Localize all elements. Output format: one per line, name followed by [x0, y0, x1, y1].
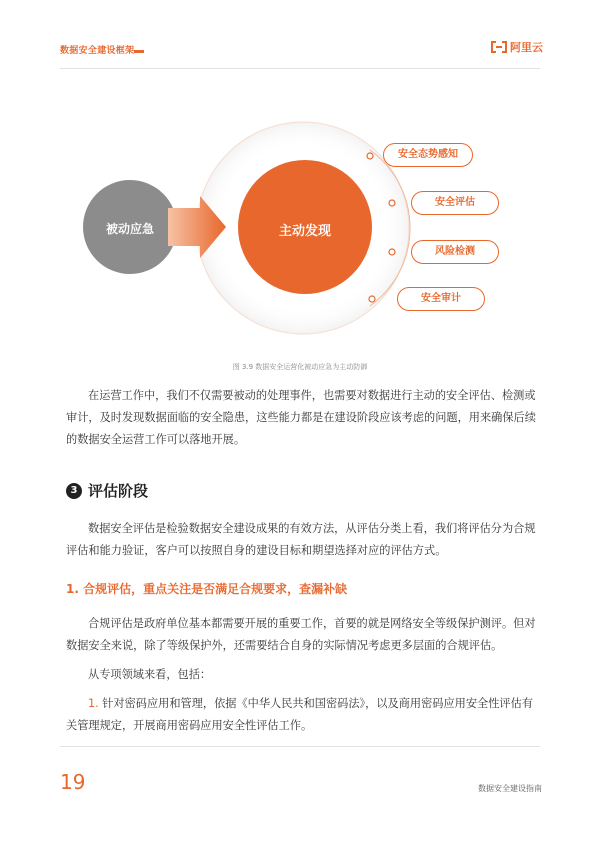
passive-node-label: 被动应急 [105, 222, 154, 236]
header-divider [60, 68, 540, 69]
subheading-compliance: 1. 合规评估，重点关注是否满足合规要求，查漏补缺 [66, 582, 348, 596]
paragraph-assessment-intro: 数据安全评估是检验数据安全建设成果的有效方法，从评估分类上看，我们将评估分为合规评估和能力验证，客户可以按照自身的建设目标和期望选择对应的评估方式。 [66, 522, 536, 557]
header-accent-mark [134, 50, 144, 53]
header-title: 数据安全建设框架 [60, 46, 135, 56]
figure-caption: 图 3.9 数据安全运营化被动应急为主动防御 [232, 363, 368, 371]
footer-divider [60, 746, 540, 747]
orbit-dot [389, 249, 395, 255]
aliyun-logo-icon [491, 41, 507, 53]
item-risk-detection: 风险检测 [411, 240, 499, 264]
section-heading [66, 480, 148, 501]
item-security-audit: 安全审计 [397, 287, 485, 311]
list-item-number: 1. [88, 697, 99, 710]
figure-diagram [0, 110, 600, 360]
item-security-assessment: 安全评估 [411, 191, 499, 215]
brand-name: 阿里云 [510, 41, 543, 54]
paragraph-domains: 从专项领域来看，包括： [88, 668, 212, 681]
paragraph-compliance: 合规评估是政府单位基本都需要开展的重要工作，首要的就是网络安全等级保护测评。但对数据安全来说，除了等级保护外，还需要结合自身的实际情况考虑更多层面的合规评估。 [66, 617, 536, 652]
page-header [0, 0, 600, 70]
paragraph-operations: 在运营工作中，我们不仅需要被动的处理事件，也需要对数据进行主动的安全评估、检测或审计，及时发现数据面临的安全隐患，这些能力都是在建设阶段应该考虑的问题，用来确保后续的数据安全运营工作可以落地开展。 [66, 389, 536, 446]
orbit-dot [389, 200, 395, 206]
list-item-crypto [66, 693, 541, 737]
footer-title: 数据安全建设指南 [478, 784, 542, 793]
active-node-label: 主动发现 [278, 224, 331, 239]
orbit-dot [367, 153, 373, 159]
brand-logo [491, 40, 543, 54]
item-situational-awareness: 安全态势感知 [383, 143, 473, 167]
list-item-text: 针对密码应用和管理，依据《中华人民共和国密码法》，以及商用密码应用安全性评估有关管理规定，开展商用密码应用安全性评估工作。 [66, 697, 533, 732]
section-title: 评估阶段 [88, 482, 149, 500]
page-number: 19 [60, 770, 86, 794]
orbit-dot [369, 296, 375, 302]
section-number-badge: 3 [66, 483, 82, 499]
